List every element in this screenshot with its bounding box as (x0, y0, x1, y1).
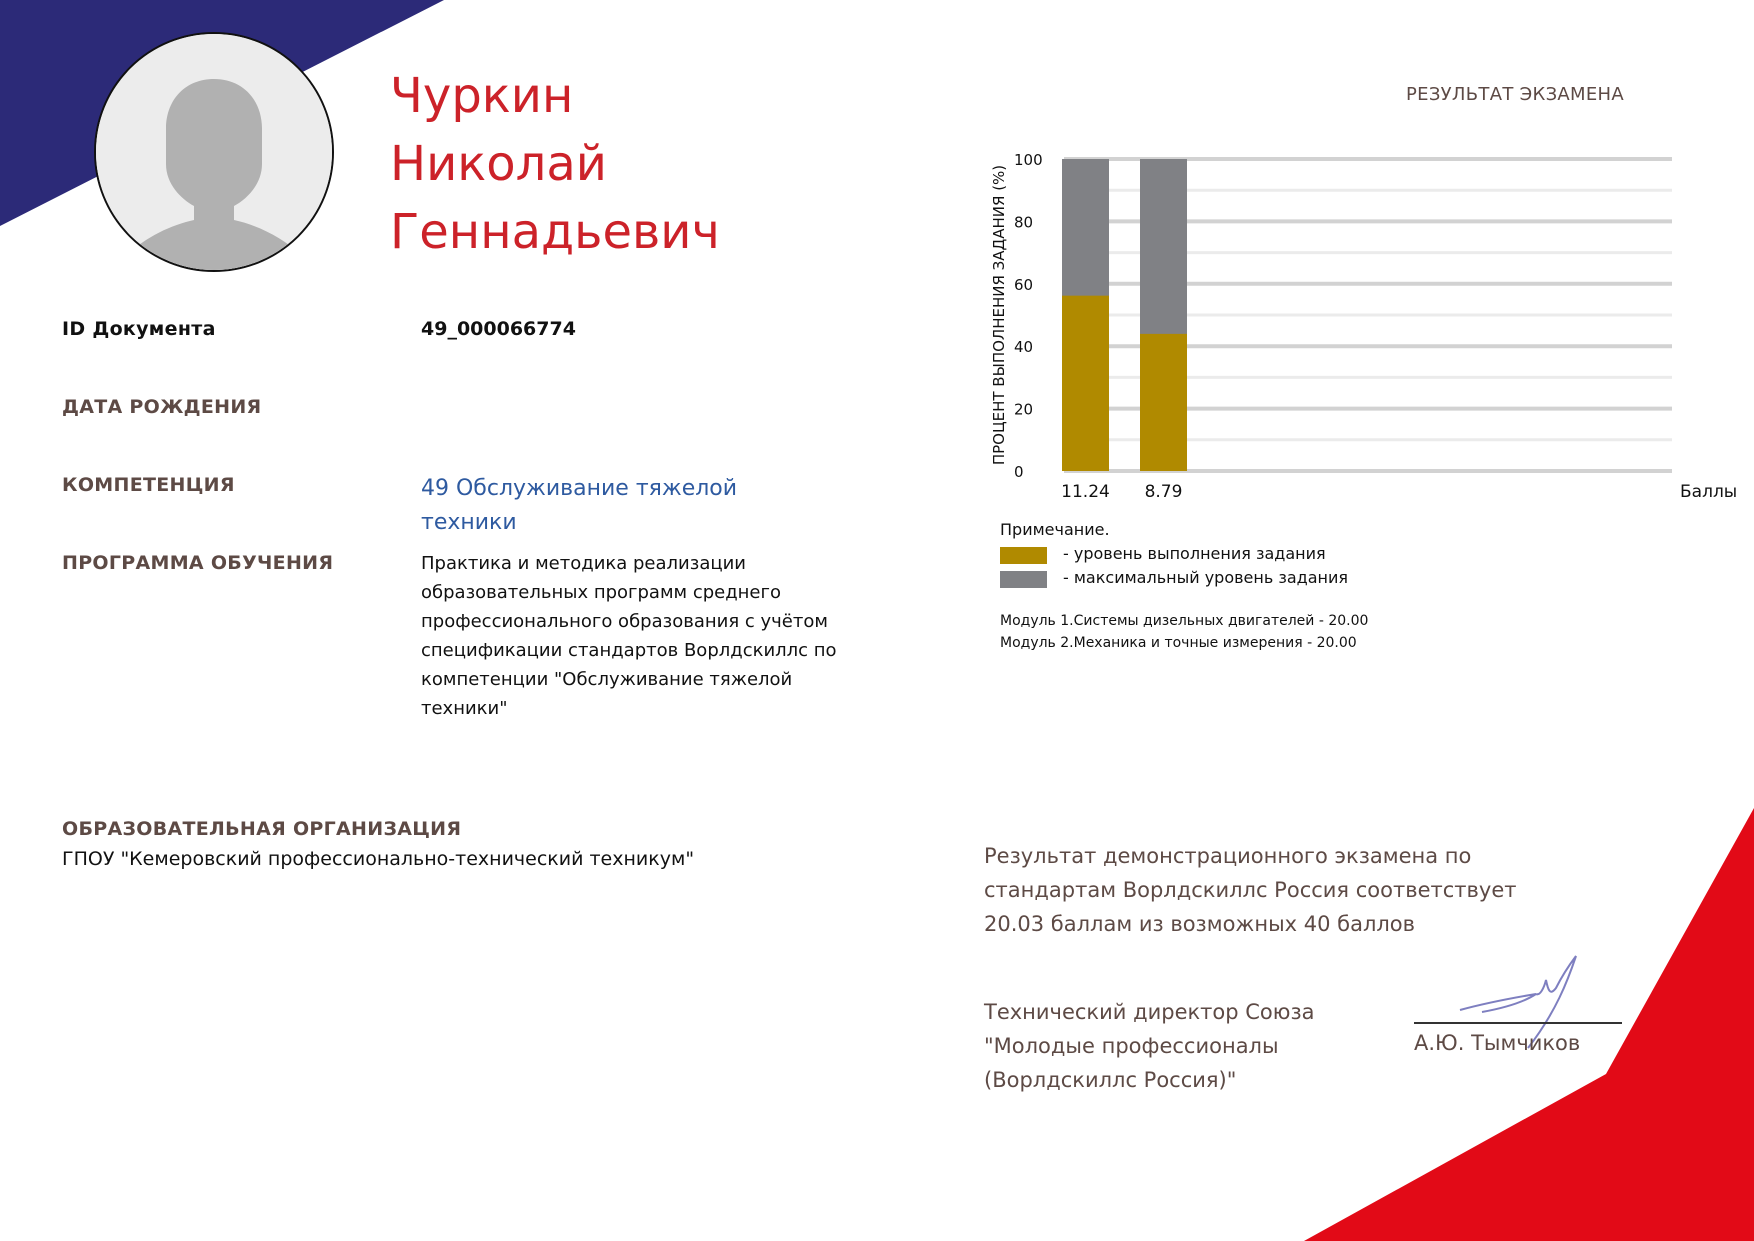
y-tick-label: 80 (1014, 213, 1034, 232)
x-tick-label: 11.24 (1061, 482, 1110, 502)
doc-id-value: 49_000066774 (421, 318, 576, 340)
person-silhouette-icon (96, 34, 332, 270)
program-value: Практика и методика реализации образовательных программ среднего профессионального образования с учётом спецификации стандартов Ворлдскиллс по компетенции "Обслуживание тяжелой техники" (421, 553, 837, 719)
legend-max-label: - максимальный уровень задания (1063, 568, 1349, 587)
signature-line (1414, 1022, 1622, 1024)
birth-date-label: ДАТА РОЖДЕНИЯ (62, 396, 262, 418)
program-label: ПРОГРАММА ОБУЧЕНИЯ (62, 552, 334, 574)
first-name: Николай (390, 136, 607, 192)
y-axis-label: ПРОЦЕНТ ВЫПОЛНЕНИЯ ЗАДАНИЯ (%) (990, 164, 1008, 466)
x-axis-label: Баллы (1680, 482, 1738, 502)
y-tick-label: 20 (1014, 400, 1034, 419)
competence-value: 49 Обслуживание тяжелой техники (421, 476, 738, 535)
doc-id-label: ID Документа (62, 318, 216, 340)
module-2: Модуль 2.Механика и точные измерения - 20.00 (1000, 635, 1357, 651)
y-tick-label: 100 (1014, 151, 1043, 169)
legend-swatch-max (1000, 571, 1047, 588)
x-tick-label: 8.79 (1144, 482, 1183, 502)
person-name (390, 62, 720, 266)
y-tick-label: 40 (1014, 338, 1034, 357)
org-label: ОБРАЗОВАТЕЛЬНАЯ ОРГАНИЗАЦИЯ (62, 818, 462, 840)
signatory-name: А.Ю. Тымчиков (1414, 1031, 1581, 1055)
legend-swatch-level (1000, 547, 1047, 564)
y-tick-label: 60 (1014, 275, 1034, 294)
module-1: Модуль 1.Системы дизельных двигателей - 20.00 (1000, 613, 1369, 629)
y-tick-label: 0 (1014, 463, 1024, 481)
competence-label: КОМПЕТЕНЦИЯ (62, 474, 235, 496)
bar-level (1062, 296, 1109, 471)
legend-level-label: - уровень выполнения задания (1063, 544, 1326, 563)
signatory-title: Технический директор Союза "Молодые профессионалы (Ворлдскиллс Россия)" (984, 1000, 1315, 1092)
exam-result-chart (980, 140, 1754, 510)
patronymic: Геннадьевич (390, 204, 720, 260)
note-title: Примечание. (1000, 520, 1110, 539)
exam-summary: Результат демонстрационного экзамена по стандартам Ворлдскиллс Россия соответствует 20.03 баллам из возможных 40 баллов (984, 844, 1517, 936)
last-name: Чуркин (390, 68, 574, 124)
avatar (94, 32, 334, 272)
exam-result-title: РЕЗУЛЬТАТ ЭКЗАМЕНА (1406, 84, 1624, 105)
org-value: ГПОУ "Кемеровский профессионально-технический техникум" (62, 848, 695, 870)
bar-level (1140, 334, 1187, 471)
